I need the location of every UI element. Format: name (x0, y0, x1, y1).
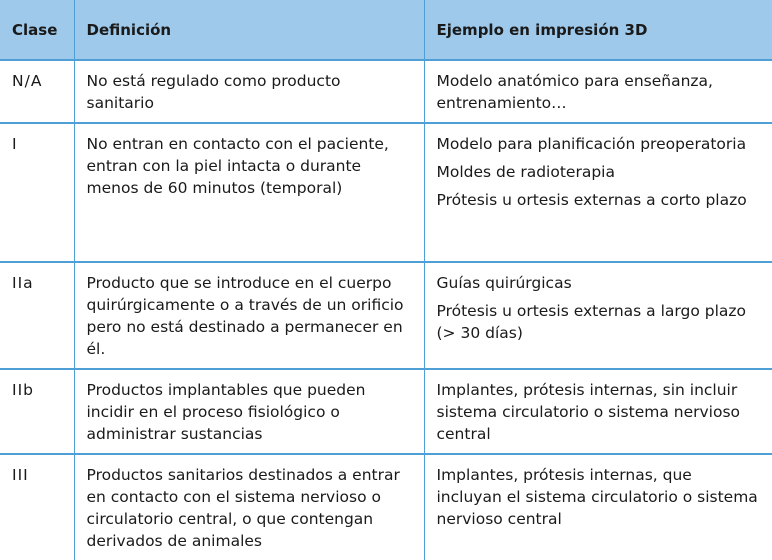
cell-definicion: Productos sanitarios destinados a entrar en contacto con el sistema nervioso o circulatorio central, o que contengan derivados de animales (74, 454, 424, 560)
table-row (0, 123, 772, 262)
cell-definicion: No está regulado como producto sanitario (74, 60, 424, 123)
table-row (0, 262, 772, 369)
header-row (0, 0, 772, 60)
cell-definicion: Producto que se introduce en el cuerpo quirúrgicamente o a través de un orificio pero no está destinado a permanecer en él. (74, 262, 424, 369)
header-definicion: Definición (74, 0, 424, 60)
example-item: Implantes, prótesis internas, sin incluir sistema circulatorio o sistema nervioso central (436, 381, 741, 443)
cell-clase: N/A (0, 60, 74, 123)
cell-clase: IIa (0, 262, 74, 369)
cell-ejemplos (424, 369, 772, 454)
cell-clase: III (0, 454, 74, 560)
cell-clase: IIb (0, 369, 74, 454)
example-item: Modelo para planificación preoperatoria (436, 135, 747, 153)
cell-ejemplos (424, 262, 772, 369)
example-item: Prótesis u ortesis externas a largo plazo (> 30 días) (436, 302, 747, 342)
cell-ejemplos (424, 123, 772, 262)
header-ejemplo: Ejemplo en impresión 3D (424, 0, 772, 60)
example-item: Modelo anatómico para enseñanza, entrenamiento… (436, 72, 713, 112)
example-item: Moldes de radioterapia (436, 163, 615, 181)
table-row (0, 60, 772, 123)
table-body (0, 60, 772, 560)
cell-ejemplos (424, 454, 772, 560)
table-row (0, 369, 772, 454)
example-item: Prótesis u ortesis externas a corto plazo (436, 191, 747, 209)
cell-definicion: No entran en contacto con el paciente, entran con la piel intacta o durante menos de 60 minutos (temporal) (74, 123, 424, 262)
example-item: Guías quirúrgicas (436, 274, 572, 292)
cell-ejemplos (424, 60, 772, 123)
header-clase: Clase (0, 0, 74, 60)
table-row (0, 454, 772, 560)
example-item: Implantes, prótesis internas, que incluyan el sistema circulatorio o sistema nervioso central (436, 466, 758, 528)
table-header (0, 0, 772, 60)
cell-clase: I (0, 123, 74, 262)
cell-definicion: Productos implantables que pueden incidir en el proceso fisiológico o administrar sustancias (74, 369, 424, 454)
